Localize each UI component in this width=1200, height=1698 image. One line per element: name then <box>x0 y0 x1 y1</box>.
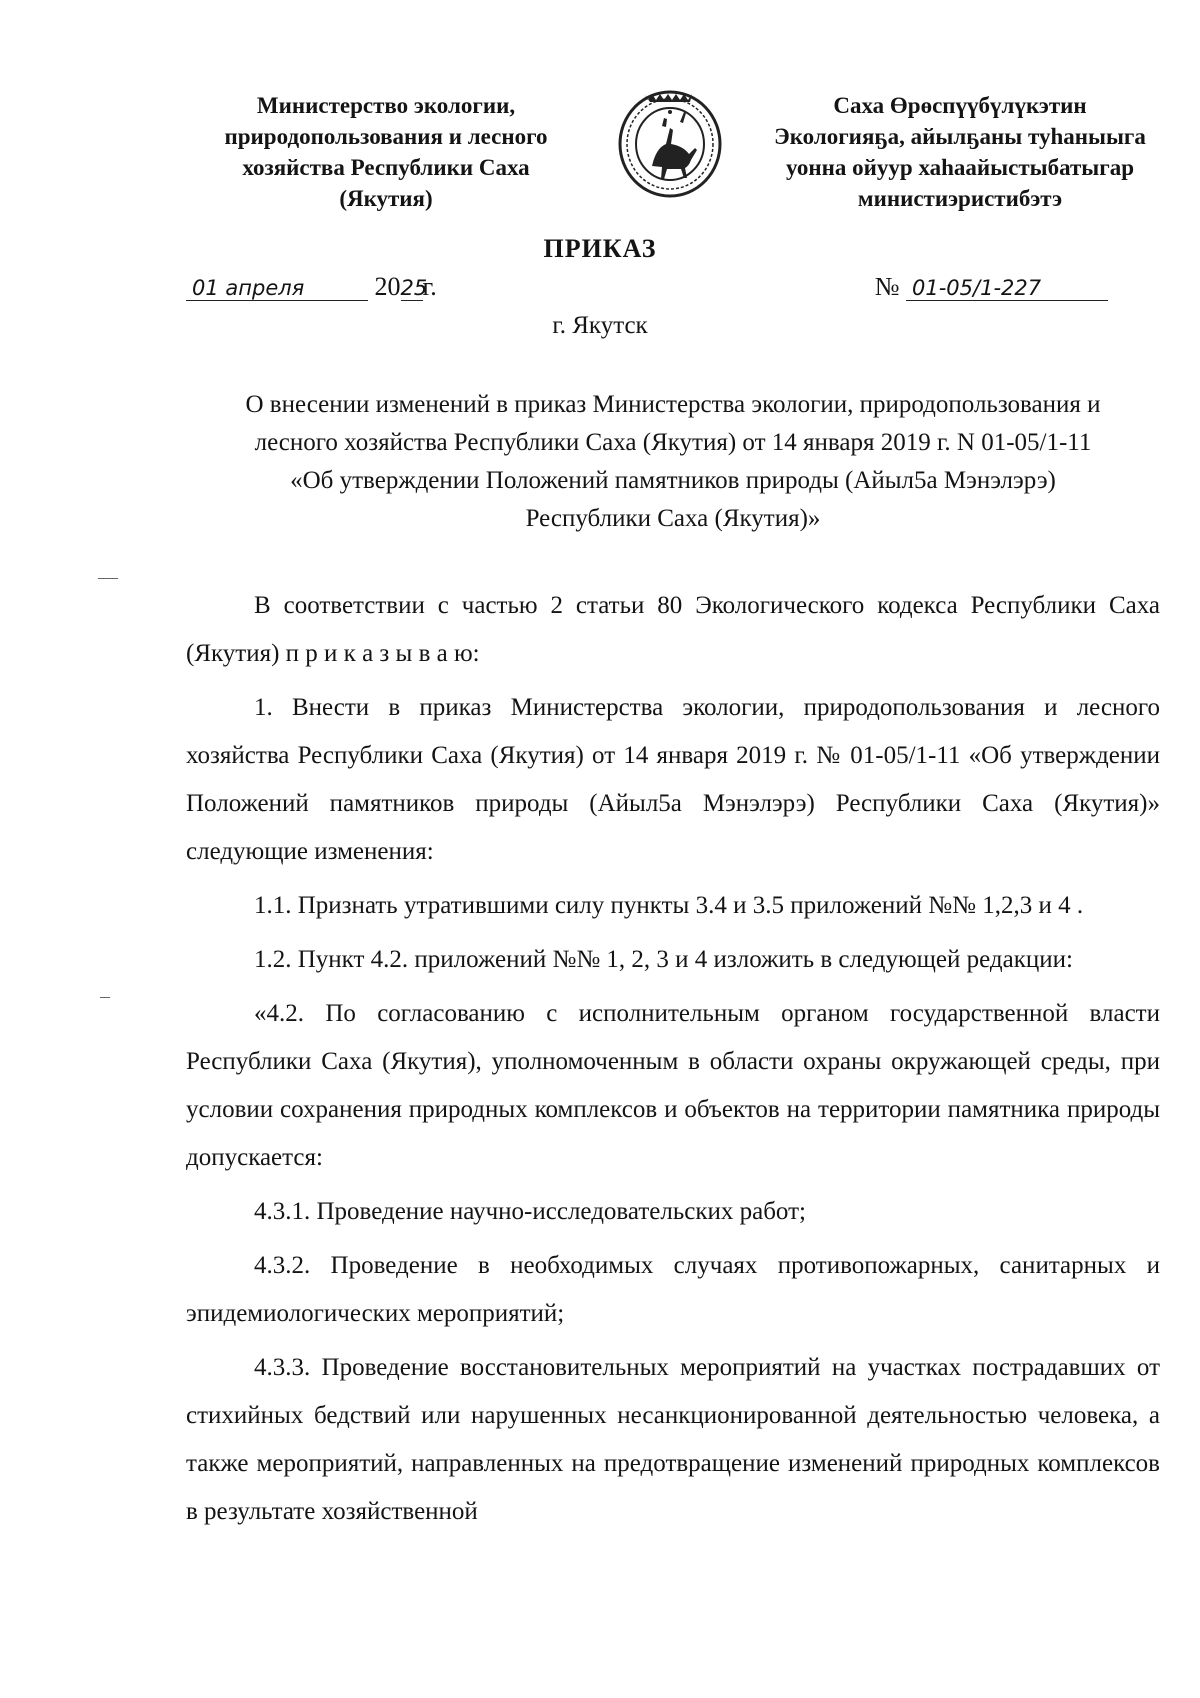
number-prefix: № <box>874 272 900 301</box>
body-paragraph: 1. Внести в приказ Министерства экологии, природопользования и лесного хозяйства Республики Саха (Якутия) от 14 января 2019 г. № 01-05/1-11 «Об утверждении Положений памятников природы (Айыл5а Мэнэлэрэ) Республики Саха (Якутия)» следующие изменения: <box>186 694 1160 865</box>
order-date <box>186 272 437 302</box>
date-year-digits: 25 <box>400 276 428 300</box>
ministry-ru-line: хозяйства Республики Саха <box>242 155 530 180</box>
date-suffix: г. <box>422 272 437 301</box>
ministry-name-sakha <box>760 90 1160 214</box>
ministry-sakha-line: Экологияҕа, айылҕаны туһаныыга <box>774 124 1146 149</box>
order-number <box>875 272 1108 302</box>
order-subject <box>186 386 1160 538</box>
body-paragraph: 4.3.2. Проведение в необходимых случаях противопожарных, санитарных и эпидемиологических мероприятий; <box>186 1252 1160 1327</box>
scan-margin-mark <box>100 997 110 998</box>
ministry-name-russian <box>186 90 586 214</box>
subject-line: Республики Саха (Якутия)» <box>525 505 821 532</box>
ministry-sakha-line: министиэристибэтэ <box>857 186 1063 211</box>
subject-line: лесного хозяйства Республики Саха (Якутия) от 14 января 2019 г. N 01-05/1-11 <box>254 429 1092 456</box>
body-paragraph: 1.2. Пункт 4.2. приложений №№ 1, 2, 3 и 4 изложить в следующей редакции: <box>254 946 1073 973</box>
subject-line: О внесении изменений в приказ Министерства экологии, природопользования и <box>245 391 1101 418</box>
body-paragraph: 4.3.3. Проведение восстановительных мероприятий на участках пострадавших от стихийных бедствий или нарушенных несанкционированной деятельностью человека, а также мероприятий, направленных на предотвращение изменений природных комплексов в результате хозяйственной <box>186 1354 1160 1525</box>
body-paragraph: В соответствии с частью 2 статьи 80 Экологического кодекса Республики Саха (Якутия) п р и к а з ы в а ю: <box>186 592 1160 667</box>
ministry-ru-line: (Якутия) <box>339 186 433 211</box>
number-value: 01-05/1-227 <box>906 276 1108 301</box>
date-century: 20 <box>374 272 401 301</box>
ministry-ru-line: Министерство экологии, <box>256 93 516 118</box>
date-day-month: 01 апреля <box>186 276 368 301</box>
body-paragraph: 1.1. Признать утратившими силу пункты 3.4 и 3.5 приложений №№ 1,2,3 и 4 . <box>254 892 1084 919</box>
order-body <box>186 582 1160 1536</box>
ministry-ru-line: природопользования и лесного <box>224 124 548 149</box>
document-title: ПРИКАЗ <box>543 234 657 263</box>
scan-margin-mark <box>98 578 118 579</box>
ministry-sakha-line: Саха Өрөспүүбүлүкэтин <box>833 93 1087 118</box>
city: г. Якутск <box>552 312 648 339</box>
body-paragraph: 4.3.1. Проведение научно-исследовательских работ; <box>254 1198 806 1225</box>
sakha-republic-emblem-icon <box>614 82 726 200</box>
subject-line: «Об утверждении Положений памятников природы (Айыл5а Мэнэлэрэ) <box>290 467 1056 494</box>
body-paragraph: «4.2. По согласованию с исполнительным органом государственной власти Республики Саха (Якутия), уполномоченным в области охраны окружающей среды, при условии сохранения природных комплексов и объектов на территории памятника природы допускается: <box>186 1000 1160 1171</box>
ministry-sakha-line: уонна ойуур хаһаайыстыбатыгар <box>785 155 1135 180</box>
